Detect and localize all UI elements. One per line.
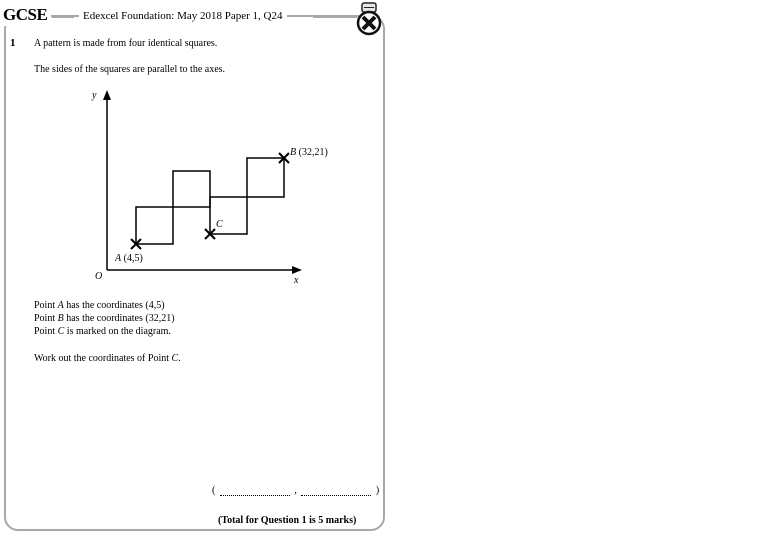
answer-close-paren: ) xyxy=(375,485,380,496)
point-b-coords: (32,21) xyxy=(298,147,328,158)
point-c-label: C xyxy=(216,219,223,230)
question-task: Work out the coordinates of Point C. xyxy=(34,353,181,364)
answer-comma: , xyxy=(294,485,297,496)
paper-source: Edexcel Foundation: May 2018 Paper 1, Q24 xyxy=(79,9,287,23)
answer-line xyxy=(212,485,379,496)
answer-y-field[interactable] xyxy=(301,485,371,496)
point-a-coords: (4,5) xyxy=(123,253,143,264)
point-b-label: B xyxy=(290,147,297,158)
answer-x-field[interactable] xyxy=(220,485,290,496)
svg-text:B (32,21) xyxy=(290,147,328,158)
y-axis-label: y xyxy=(92,90,97,101)
square-1 xyxy=(136,207,173,244)
header-divider-right xyxy=(313,15,357,18)
answer-open-paren: ( xyxy=(212,485,216,496)
origin-label: O xyxy=(95,271,103,282)
x-axis-label: x xyxy=(294,275,299,286)
y-axis-arrow xyxy=(103,90,111,100)
square-4 xyxy=(247,158,284,197)
total-marks: (Total for Question 1 is 5 marks) xyxy=(218,515,357,526)
gcse-brand: GCSE xyxy=(3,4,51,26)
question-sides-text: The sides of the squares are parallel to the axes. xyxy=(34,64,226,75)
point-a-label: A xyxy=(115,253,122,264)
square-2 xyxy=(173,171,210,207)
header-divider-left xyxy=(52,15,74,18)
fact-point-c: Point C is marked on the diagram. xyxy=(34,326,171,337)
coordinate-diagram xyxy=(80,85,328,290)
question-number: 1 xyxy=(10,37,16,49)
calculator-crossed-icon xyxy=(355,2,383,36)
fact-point-a: Point A has the coordinates (4,5) xyxy=(34,300,165,311)
x-axis-arrow xyxy=(292,266,302,274)
question-intro: A pattern is made from four identical squares. xyxy=(34,38,218,49)
svg-text:A (4,5) xyxy=(114,253,143,264)
fact-point-b: Point B has the coordinates (32,21) xyxy=(34,313,175,324)
